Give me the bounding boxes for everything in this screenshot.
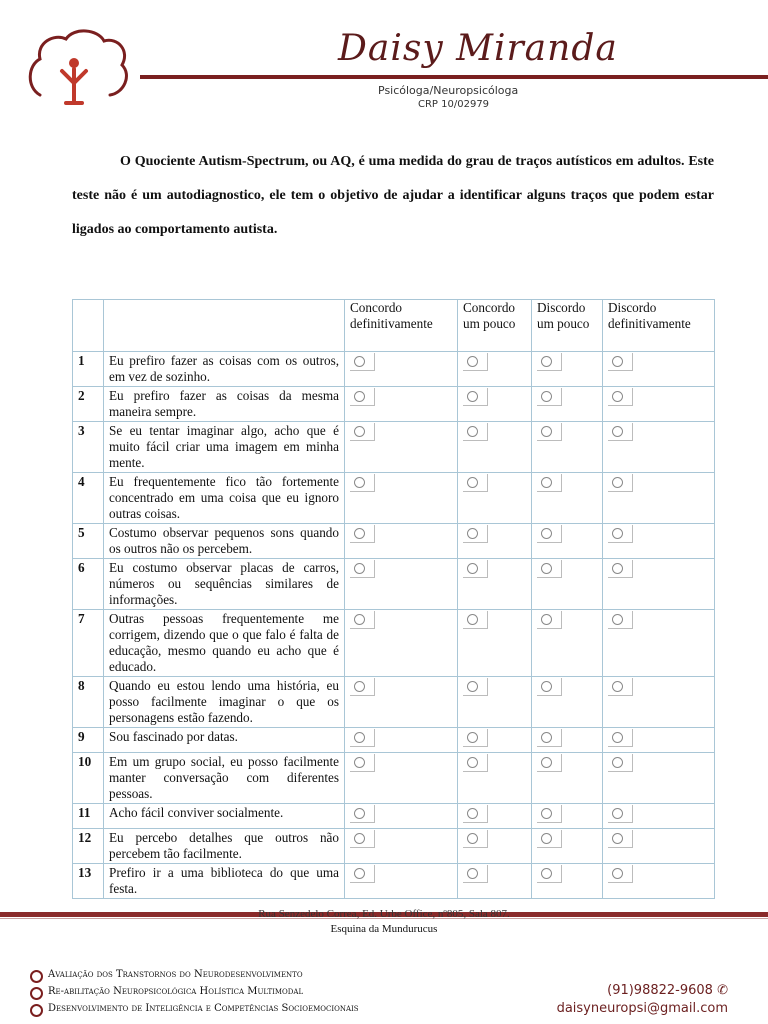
answer-cell [603,352,715,387]
answer-cell [603,422,715,473]
radio-option-icon[interactable] [350,525,375,543]
table-row [73,829,715,864]
answer-cell [603,864,715,899]
radio-option-icon[interactable] [350,805,375,823]
question-number: 3 [73,422,104,473]
radio-option-icon[interactable] [463,525,488,543]
radio-option-icon[interactable] [608,388,633,406]
question-text: Quando eu estou lendo uma história, eu posso facilmente imaginar o que os personagens estão fazendo. [104,677,345,728]
radio-option-icon[interactable] [537,474,562,492]
answer-cell [345,422,458,473]
contact-block [557,982,728,1018]
services-list [30,966,359,1017]
brand-name: Daisy Miranda [338,28,618,69]
col-header: Discordo um pouco [532,300,603,352]
answer-cell [603,387,715,422]
intro-paragraph: O Quociente Autism-Spectrum, ou AQ, é uma medida do grau de traços autísticos em adultos. Este teste não é um autodiagnostico, ele tem o objetivo de ajudar a identificar alguns traços que podem estar ligados ao comportamento autista. [72,154,714,237]
table-row [73,559,715,610]
email-address[interactable]: daisyneuropsi@gmail.com [556,1001,728,1016]
table-row [73,677,715,728]
question-number: 2 [73,387,104,422]
brand-crp: CRP 10/02979 [418,99,490,110]
question-text: Prefiro ir a uma biblioteca do que uma festa. [104,864,345,899]
question-number: 10 [73,753,104,804]
header-divider [140,75,768,79]
question-text: Eu prefiro fazer as coisas da mesma maneira sempre. [104,387,345,422]
radio-option-icon[interactable] [350,729,375,747]
radio-option-icon[interactable] [537,353,562,371]
answer-cell [532,559,603,610]
answer-cell [345,728,458,753]
service-item: Desenvolvimento de Inteligência e Competências Socioemocionais [30,1000,359,1017]
answer-cell [345,559,458,610]
whatsapp-icon: ✆ [717,983,728,998]
radio-option-icon[interactable] [608,678,633,696]
radio-option-icon[interactable] [537,678,562,696]
answer-cell [532,804,603,829]
question-text: Se eu tentar imaginar algo, acho que é muito fácil criar uma imagem em minha mente. [104,422,345,473]
radio-option-icon[interactable] [350,830,375,848]
question-text: Eu percebo detalhes que outros não percebem tão facilmente. [104,829,345,864]
question-number: 5 [73,524,104,559]
answer-cell [458,387,532,422]
address-line-1: Rua Senzedelo Correa, Ed. Urbe Office, nº805, Sala 807. [258,908,510,920]
answer-cell [532,728,603,753]
radio-option-icon[interactable] [350,474,375,492]
radio-option-icon[interactable] [608,754,633,772]
answer-cell [458,753,532,804]
radio-option-icon[interactable] [463,474,488,492]
answer-cell [458,829,532,864]
answer-cell [458,677,532,728]
col-header: Concordo definitivamente [345,300,458,352]
table-row [73,728,715,753]
question-text: Eu frequentemente fico tão fortemente concentrado em uma coisa que eu ignoro outras coisas. [104,473,345,524]
radio-option-icon[interactable] [463,423,488,441]
radio-option-icon[interactable] [463,353,488,371]
answer-cell [345,610,458,677]
answer-cell [603,610,715,677]
radio-option-icon[interactable] [463,754,488,772]
answer-cell [603,728,715,753]
answer-cell [345,677,458,728]
question-text: Eu costumo observar placas de carros, números ou sequências similares de informações. [104,559,345,610]
radio-option-icon[interactable] [608,423,633,441]
question-text: Acho fácil conviver socialmente. [104,804,345,829]
radio-option-icon[interactable] [350,353,375,371]
radio-option-icon[interactable] [608,611,633,629]
radio-option-icon[interactable] [537,423,562,441]
answer-cell [345,864,458,899]
answer-cell [532,753,603,804]
answer-cell [603,524,715,559]
answer-cell [458,728,532,753]
answer-cell [532,610,603,677]
table-row [73,422,715,473]
answer-cell [345,473,458,524]
answer-cell [603,753,715,804]
answer-cell [532,422,603,473]
radio-option-icon[interactable] [463,560,488,578]
question-text: Em um grupo social, eu posso facilmente manter conversação com diferentes pessoas. [104,753,345,804]
answer-cell [603,804,715,829]
radio-option-icon[interactable] [608,525,633,543]
radio-option-icon[interactable] [350,560,375,578]
answer-cell [458,559,532,610]
table-header-row [73,300,715,352]
answer-cell [458,610,532,677]
radio-option-icon[interactable] [463,729,488,747]
question-text: Sou fascinado por datas. [104,728,345,753]
question-number: 7 [73,610,104,677]
radio-option-icon[interactable] [350,423,375,441]
answer-cell [603,677,715,728]
radio-option-icon[interactable] [463,388,488,406]
radio-option-icon[interactable] [537,729,562,747]
table-row [73,804,715,829]
radio-option-icon[interactable] [608,865,633,883]
radio-option-icon[interactable] [350,678,375,696]
answer-cell [345,804,458,829]
question-text: Outras pessoas frequentemente me corrigem, dizendo que o que falo é falta de educação, mesmo quando eu acho que é educado. [104,610,345,677]
radio-option-icon[interactable] [608,474,633,492]
answer-cell [532,387,603,422]
answer-cell [532,829,603,864]
radio-option-icon[interactable] [350,754,375,772]
address-line-2: Esquina da Mundurucus [330,923,438,935]
radio-option-icon[interactable] [537,830,562,848]
radio-option-icon[interactable] [350,865,375,883]
header-statement [104,300,345,352]
answer-cell [458,804,532,829]
answer-cell [532,864,603,899]
phone-number[interactable]: (91)98822-9608 [607,983,713,998]
radio-option-icon[interactable] [537,388,562,406]
col-header: Concordo um pouco [458,300,532,352]
radio-option-icon[interactable] [537,865,562,883]
header-num [73,300,104,352]
table-row [73,610,715,677]
question-number: 11 [73,804,104,829]
radio-option-icon[interactable] [608,560,633,578]
radio-option-icon[interactable] [463,805,488,823]
answer-cell [603,829,715,864]
table-row [73,352,715,387]
radio-option-icon[interactable] [608,353,633,371]
answer-cell [458,473,532,524]
answer-cell [458,352,532,387]
answer-cell [345,524,458,559]
radio-option-icon[interactable] [537,805,562,823]
question-number: 1 [73,352,104,387]
questionnaire-table [72,299,715,899]
radio-option-icon[interactable] [463,611,488,629]
radio-option-icon[interactable] [537,754,562,772]
answer-cell [345,753,458,804]
radio-option-icon[interactable] [463,865,488,883]
question-number: 8 [73,677,104,728]
radio-option-icon[interactable] [463,830,488,848]
table-row [73,524,715,559]
question-number: 4 [73,473,104,524]
radio-option-icon[interactable] [537,525,562,543]
answer-cell [345,387,458,422]
col-header: Discordo definitivamente [603,300,715,352]
answer-cell [532,473,603,524]
answer-cell [532,677,603,728]
radio-option-icon[interactable] [608,805,633,823]
answer-cell [345,352,458,387]
question-number: 13 [73,864,104,899]
answer-cell [458,524,532,559]
answer-cell [345,829,458,864]
answer-cell [532,352,603,387]
question-number: 6 [73,559,104,610]
answer-cell [458,864,532,899]
answer-cell [532,524,603,559]
radio-option-icon[interactable] [537,611,562,629]
service-item: Avaliação dos Transtornos do Neurodesenvolvimento [30,966,359,983]
service-item: Re-abilitação Neuropsicológica Holística Multimodal [30,983,359,1000]
question-number: 12 [73,829,104,864]
radio-option-icon[interactable] [537,560,562,578]
table-row [73,473,715,524]
radio-option-icon[interactable] [608,729,633,747]
table-row [73,387,715,422]
tree-logo-icon [22,25,132,110]
answer-cell [603,559,715,610]
question-number: 9 [73,728,104,753]
brand-title: Psicóloga/Neuropsicóloga [378,84,519,97]
answer-cell [603,473,715,524]
radio-option-icon[interactable] [463,678,488,696]
table-row [73,864,715,899]
answer-cell [458,422,532,473]
question-text: Eu prefiro fazer as coisas com os outros, em vez de sozinho. [104,352,345,387]
question-text: Costumo observar pequenos sons quando os outros não os percebem. [104,524,345,559]
radio-option-icon[interactable] [608,830,633,848]
radio-option-icon[interactable] [350,388,375,406]
table-row [73,753,715,804]
radio-option-icon[interactable] [350,611,375,629]
